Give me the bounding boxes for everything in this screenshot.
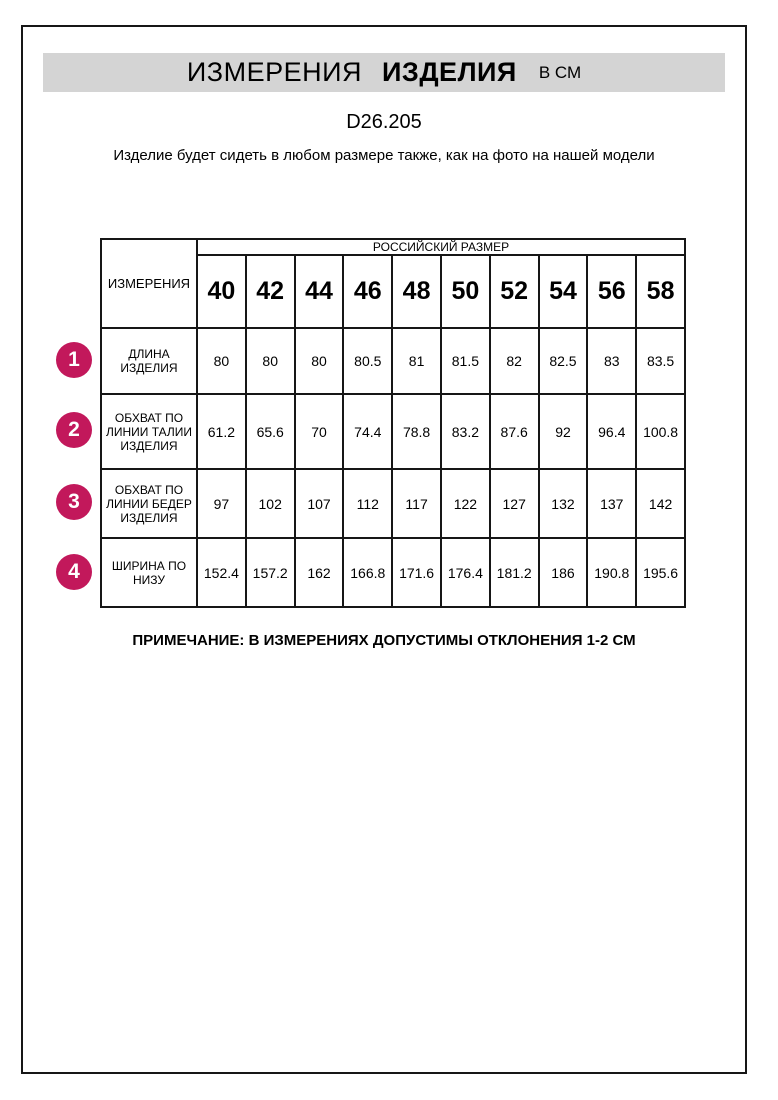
value-cell: 112 — [343, 469, 392, 538]
value-cell: 74.4 — [343, 394, 392, 469]
value-cell: 92 — [539, 394, 588, 469]
value-cell: 80 — [246, 328, 295, 394]
row-number-badge-3: 3 — [56, 484, 92, 520]
row-label-bottom-width: ШИРИНА ПО НИЗУ — [101, 538, 197, 607]
row-number-badge-1: 1 — [56, 342, 92, 378]
value-cell: 190.8 — [587, 538, 636, 607]
value-cell: 83.2 — [441, 394, 490, 469]
table-row — [101, 469, 685, 538]
size-header: 58 — [636, 255, 685, 328]
row-number-badge-4: 4 — [56, 554, 92, 590]
value-cell: 157.2 — [246, 538, 295, 607]
value-cell: 81.5 — [441, 328, 490, 394]
size-header: 56 — [587, 255, 636, 328]
value-cell: 181.2 — [490, 538, 539, 607]
value-cell: 127 — [490, 469, 539, 538]
size-table — [100, 238, 686, 608]
title-measurements: ИЗМЕРЕНИЯ — [186, 57, 362, 87]
value-cell: 80.5 — [343, 328, 392, 394]
value-cell: 195.6 — [636, 538, 685, 607]
size-header: 54 — [539, 255, 588, 328]
row-label-hips: ОБХВАТ ПО ЛИНИИ БЕДЕР ИЗДЕЛИЯ — [101, 469, 197, 538]
value-cell: 162 — [295, 538, 344, 607]
tolerance-note: ПРИМЕЧАНИЕ: В ИЗМЕРЕНИЯХ ДОПУСТИМЫ ОТКЛОНЕНИЯ 1-2 СМ — [132, 632, 636, 649]
row-label-waist: ОБХВАТ ПО ЛИНИИ ТАЛИИ ИЗДЕЛИЯ — [101, 394, 197, 469]
value-cell: 186 — [539, 538, 588, 607]
size-header: 50 — [441, 255, 490, 328]
product-code: D26.205 — [346, 111, 422, 133]
value-cell: 166.8 — [343, 538, 392, 607]
value-cell: 96.4 — [587, 394, 636, 469]
size-table-section — [23, 238, 745, 608]
value-cell: 82.5 — [539, 328, 588, 394]
table-row — [101, 538, 685, 607]
value-cell: 176.4 — [441, 538, 490, 607]
size-header: 44 — [295, 255, 344, 328]
value-cell: 100.8 — [636, 394, 685, 469]
size-header: 42 — [246, 255, 295, 328]
value-cell: 107 — [295, 469, 344, 538]
table-row — [101, 328, 685, 394]
value-cell: 152.4 — [197, 538, 246, 607]
value-cell: 132 — [539, 469, 588, 538]
size-header: 48 — [392, 255, 441, 328]
row-label-length: ДЛИНА ИЗДЕЛИЯ — [101, 328, 197, 394]
value-cell: 80 — [295, 328, 344, 394]
page-frame — [21, 25, 747, 1074]
value-cell: 117 — [392, 469, 441, 538]
measurements-column-header: ИЗМЕРЕНИЯ — [101, 239, 197, 328]
value-cell: 65.6 — [246, 394, 295, 469]
value-cell: 83.5 — [636, 328, 685, 394]
fit-description: Изделие будет сидеть в любом размере также, как на фото на нашей модели — [113, 147, 655, 164]
value-cell: 80 — [197, 328, 246, 394]
value-cell: 87.6 — [490, 394, 539, 469]
value-cell: 97 — [197, 469, 246, 538]
size-header: 40 — [197, 255, 246, 328]
title-product: ИЗДЕЛИЯ — [382, 57, 517, 87]
value-cell: 171.6 — [392, 538, 441, 607]
value-cell: 142 — [636, 469, 685, 538]
value-cell: 78.8 — [392, 394, 441, 469]
value-cell: 102 — [246, 469, 295, 538]
russian-size-header: РОССИЙСКИЙ РАЗМЕР — [197, 239, 685, 255]
value-cell: 83 — [587, 328, 636, 394]
size-header: 46 — [343, 255, 392, 328]
value-cell: 137 — [587, 469, 636, 538]
value-cell: 82 — [490, 328, 539, 394]
value-cell: 122 — [441, 469, 490, 538]
value-cell: 81 — [392, 328, 441, 394]
page-title-banner — [43, 53, 725, 92]
row-number-badge-2: 2 — [56, 412, 92, 448]
size-header: 52 — [490, 255, 539, 328]
value-cell: 61.2 — [197, 394, 246, 469]
table-row — [101, 394, 685, 469]
title-units: В СМ — [538, 62, 582, 82]
value-cell: 70 — [295, 394, 344, 469]
